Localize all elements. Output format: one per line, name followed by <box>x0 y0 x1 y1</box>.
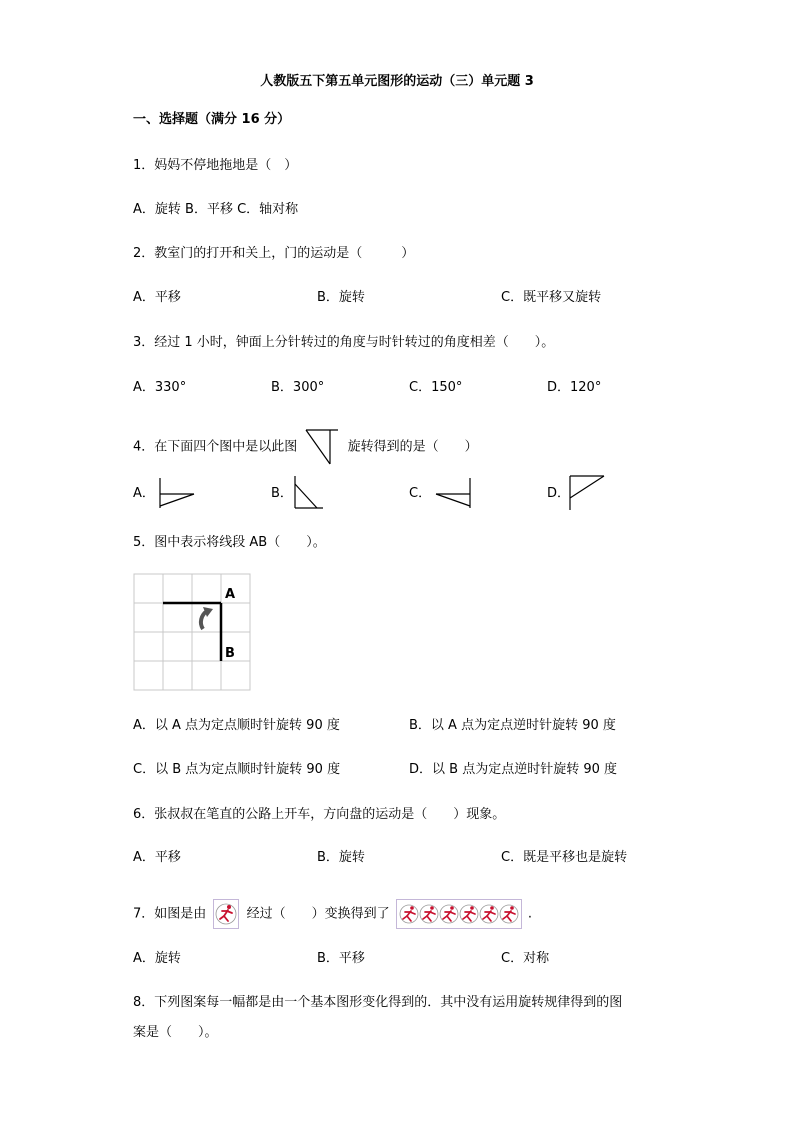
question-5-option-a: A．以 A 点为定点顺时针旋转 90 度 <box>133 718 340 733</box>
question-3-option-a: A．330° <box>133 380 187 395</box>
question-4-option-d-label: D． <box>547 486 571 501</box>
question-7-option-c: C．对称 <box>501 951 550 966</box>
reference-shape-figure <box>305 428 339 466</box>
point-b-label: B <box>225 646 235 661</box>
question-5-option-b: B．以 A 点为定点逆时针旋转 90 度 <box>409 718 616 733</box>
question-4-option-a-figure <box>158 476 198 510</box>
runner-icon <box>500 905 518 923</box>
runner-strip-figure <box>396 899 522 929</box>
question-7-option-a: A．旋转 <box>133 951 181 966</box>
question-2-stem: 2．教室门的打开和关上，门的运动是（ ） <box>133 246 415 261</box>
question-6-option-c: C．既是平移也是旋转 <box>501 850 628 865</box>
question-6-option-b: B．旋转 <box>317 850 365 865</box>
question-7-stem <box>133 899 532 929</box>
question-1-options: A．旋转 B．平移 C．轴对称 <box>133 202 299 217</box>
question-6-option-a: A．平移 <box>133 850 181 865</box>
question-1-stem: 1．妈妈不停地拖地是（ ） <box>133 158 298 173</box>
rotation-arrow-icon <box>201 607 213 629</box>
question-4-option-a-label: A． <box>133 486 155 501</box>
question-4-option-b-label: B． <box>271 486 293 501</box>
question-2-option-b: B．旋转 <box>317 290 365 305</box>
page-title: 人教版五下第五单元图形的运动（三）单元题 3 <box>260 74 534 89</box>
question-3-option-c: C．150° <box>409 380 463 395</box>
runner-icon <box>460 905 478 923</box>
question-7-stem-before: 7．如图是由 <box>133 906 207 922</box>
runner-icon <box>400 905 418 923</box>
runner-single-figure <box>213 899 239 929</box>
question-2-option-c: C．既平移又旋转 <box>501 290 602 305</box>
question-7-option-b: B．平移 <box>317 951 365 966</box>
question-5-option-c: C．以 B 点为定点顺时针旋转 90 度 <box>133 762 341 777</box>
question-5-option-d: D．以 B 点为定点逆时针旋转 90 度 <box>409 762 618 777</box>
rotation-grid-figure <box>133 573 253 693</box>
question-4-stem-before: 4．在下面四个图中是以此图 <box>133 439 298 455</box>
question-4-stem <box>133 428 478 466</box>
runner-icon <box>480 905 498 923</box>
section-heading: 一、选择题（满分 16 分） <box>133 112 291 127</box>
runner-icon <box>420 905 438 923</box>
question-4-option-c-label: C． <box>409 486 432 501</box>
question-7-stem-mid: 经过（ ）变换得到了 <box>246 906 390 922</box>
question-3-option-d: D．120° <box>547 380 602 395</box>
question-5-stem: 5．图中表示将线段 AB（ ）。 <box>133 535 326 550</box>
question-4-stem-after: 旋转得到的是（ ） <box>347 439 478 455</box>
question-4-option-b-figure <box>293 474 325 510</box>
question-8-stem-line2: 案是（ ）。 <box>133 1025 218 1040</box>
question-3-stem: 3．经过 1 小时，钟面上分针转过的角度与时针转过的角度相差（ ）。 <box>133 335 555 350</box>
question-7-stem-after: . <box>527 906 532 922</box>
point-a-label: A <box>225 587 236 602</box>
runner-icon <box>440 905 458 923</box>
question-6-stem: 6．张叔叔在笔直的公路上开车，方向盘的运动是（ ）现象。 <box>133 807 506 822</box>
question-3-option-b: B．300° <box>271 380 325 395</box>
question-4-option-c-figure <box>434 476 474 510</box>
question-8-stem-line1: 8．下列图案每一幅都是由一个基本图形变化得到的．其中没有运用旋转规律得到的图 <box>133 995 623 1010</box>
question-2-option-a: A．平移 <box>133 290 181 305</box>
question-4-option-d-figure <box>568 474 608 512</box>
